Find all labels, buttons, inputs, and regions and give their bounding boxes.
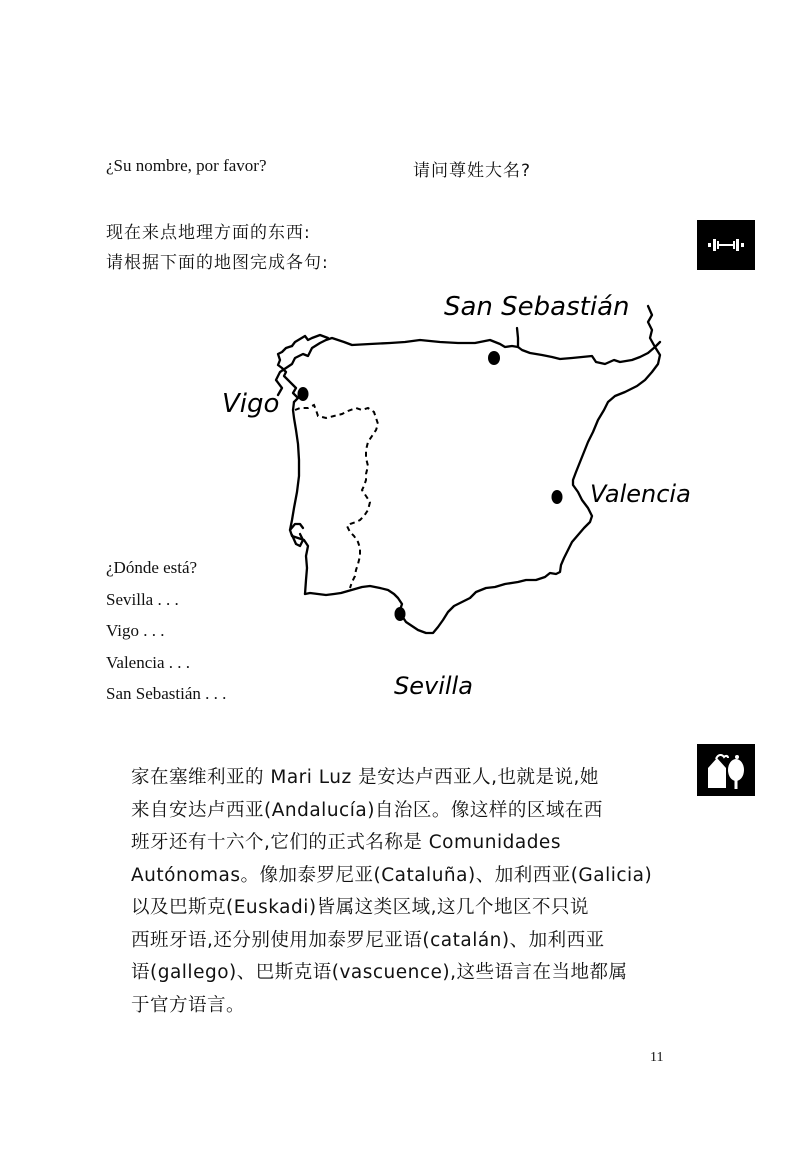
label-vigo: Vigo <box>222 389 280 419</box>
exercise-icon-box <box>697 220 755 270</box>
paragraph-line: 西班牙语,还分别使用加泰罗尼亚语(catalán)、加利西亚 <box>131 929 605 951</box>
house-tree-icon <box>704 750 748 790</box>
paragraph-line: Autónomas。像加泰罗尼亚(Cataluña)、加利西亚(Galicia) <box>131 864 653 886</box>
instruction-line-2: 请根据下面的地图完成各句: <box>106 253 329 273</box>
question-item: Sevilla . . . <box>106 589 179 609</box>
vigo-dot <box>298 387 309 401</box>
san-sebastian-dot <box>488 351 500 365</box>
page-number: 11 <box>650 1050 664 1065</box>
instructions <box>106 218 329 278</box>
paragraph-line: 以及巴斯克(Euskadi)皆属这类区域,这几个地区不只说 <box>131 897 589 918</box>
question-item: Vigo . . . <box>106 621 165 640</box>
question-list <box>106 552 226 710</box>
paragraph-line: 于官方语言。 <box>131 994 246 1016</box>
paragraph-line: 家在塞维利亚的 Mari Luz 是安达卢西亚人,也就是说,她 <box>131 767 599 788</box>
question-spanish: ¿Su nombre, por favor? <box>106 156 267 175</box>
instruction-line-1: 现在来点地理方面的东西: <box>106 223 311 243</box>
sevilla-dot <box>395 607 406 621</box>
question-chinese: 请问尊姓大名? <box>413 161 532 181</box>
paragraph-line: 来自安达卢西亚(Andalucía)自治区。像这样的区域在西 <box>131 799 603 821</box>
iberia-map <box>200 280 700 710</box>
paragraph-line: 班牙还有十六个,它们的正式名称是 Comunidades <box>131 832 561 853</box>
culture-icon-box <box>697 744 755 796</box>
question-item: Valencia . . . <box>106 652 191 672</box>
question-heading: ¿Dónde está? <box>106 558 198 577</box>
dumbbell-icon <box>706 233 746 257</box>
culture-paragraph <box>131 762 661 1022</box>
label-sevilla: Sevilla <box>394 672 473 700</box>
label-valencia: Valencia <box>590 480 691 508</box>
paragraph-line: 语(gallego)、巴斯克语(vascuence),这些语言在当地都属 <box>131 962 628 983</box>
label-san-sebastian: San Sebastián <box>444 292 630 322</box>
valencia-dot <box>552 490 563 504</box>
coastline <box>276 306 660 633</box>
question-item: San Sebastián . . . <box>106 684 227 703</box>
